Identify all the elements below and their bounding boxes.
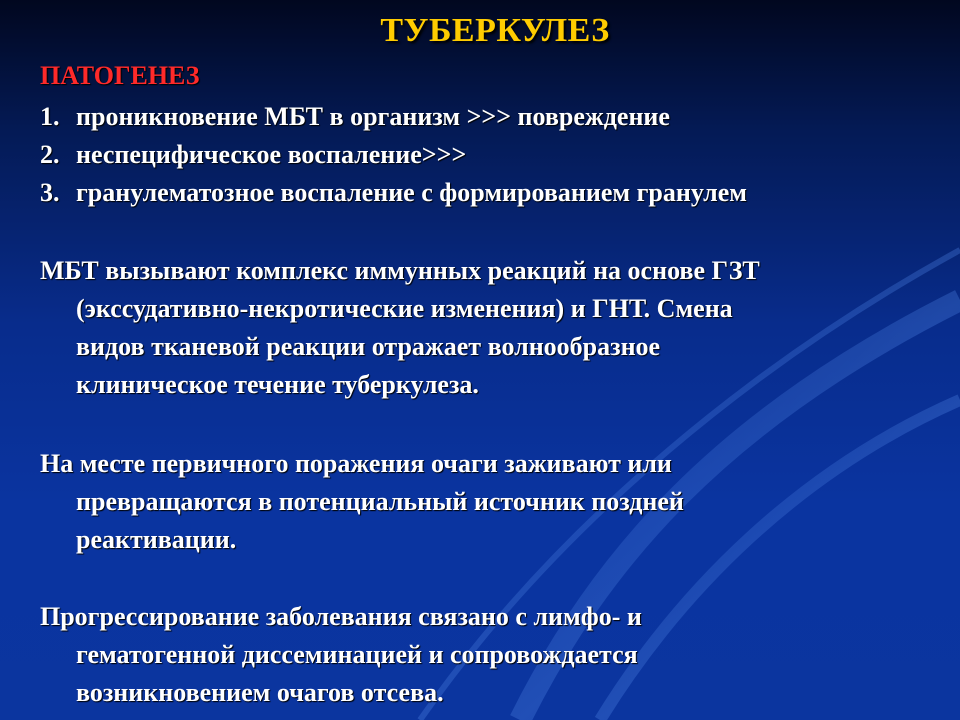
list-item bbox=[40, 98, 747, 136]
pathogenesis-steps-list bbox=[40, 98, 747, 212]
paragraph-line: клиническое течение туберкулеза. bbox=[76, 370, 479, 399]
section-heading: ПАТОГЕНЕЗ bbox=[40, 61, 200, 90]
paragraph-immune-reactions bbox=[40, 252, 940, 404]
list-item-text: проникновение МБТ в организм >>> повреждение bbox=[76, 102, 670, 131]
list-item bbox=[40, 174, 747, 212]
paragraph-line: На месте первичного поражения очаги заживают или bbox=[40, 449, 672, 478]
list-item-number: 3. bbox=[40, 178, 60, 207]
list-item bbox=[40, 136, 747, 174]
list-item-number: 2. bbox=[40, 140, 60, 169]
list-item-number: 1. bbox=[40, 102, 60, 131]
paragraph-line: реактивации. bbox=[76, 525, 237, 554]
list-item-text: неспецифическое воспаление>>> bbox=[76, 140, 467, 169]
paragraph-line: возникновением очагов отсева. bbox=[76, 678, 444, 707]
paragraph-line: (экссудативно-некротические изменения) и ГНТ. Смена bbox=[76, 294, 733, 323]
paragraph-line: видов тканевой реакции отражает волнообразное bbox=[76, 332, 661, 361]
paragraph-progression bbox=[40, 598, 940, 712]
list-item-text: гранулематозное воспаление с формированием гранулем bbox=[76, 178, 748, 207]
paragraph-primary-lesion bbox=[40, 445, 940, 559]
paragraph-line: Прогрессирование заболевания связано с лимфо- и bbox=[40, 602, 642, 631]
paragraph-line: МБТ вызывают комплекс иммунных реакций на основе ГЗТ bbox=[40, 256, 760, 285]
paragraph-line: гематогенной диссеминацией и сопровождается bbox=[76, 640, 638, 669]
paragraph-line: превращаются в потенциальный источник поздней bbox=[76, 487, 684, 516]
slide-title: ТУБЕРКУЛЕЗ bbox=[380, 12, 610, 49]
